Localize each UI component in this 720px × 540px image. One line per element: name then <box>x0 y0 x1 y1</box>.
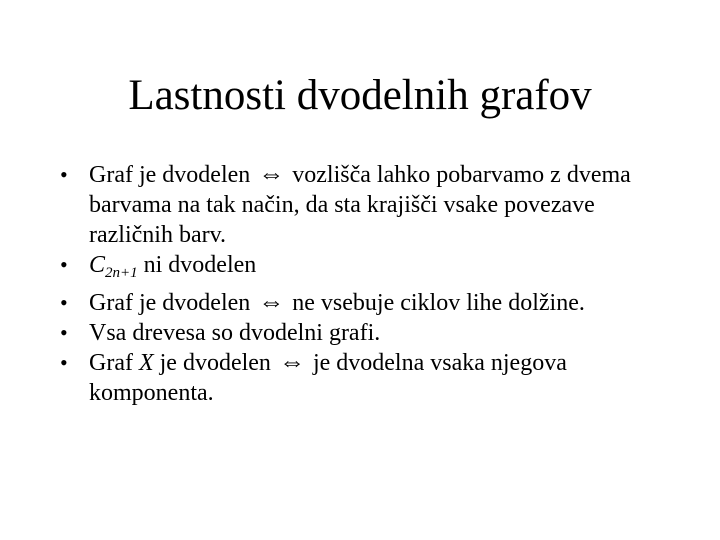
bullet-item-1 <box>60 160 680 250</box>
iff-icon: ⇔ <box>258 287 285 316</box>
bullet-item-5 <box>60 348 680 408</box>
slide-title: Lastnosti dvodelnih grafov <box>128 72 592 119</box>
bullet-item-4 <box>60 318 680 348</box>
bullet-5-rest: je dvodelna vsaka njegova komponenta. <box>89 350 567 406</box>
bullet-1-lead: Graf je dvodelen <box>89 162 251 188</box>
bullet-item-3 <box>60 288 680 318</box>
bullet-dot-icon <box>60 348 78 378</box>
cycle-symbol: C <box>89 252 106 278</box>
cycle-subscript: 2n+1 <box>105 265 138 281</box>
bullet-item-2 <box>60 250 680 288</box>
bullet-5-post: je dvodelen <box>159 350 271 376</box>
bullet-2-rest: ni dvodelen <box>143 252 257 278</box>
bullet-4-text: Vsa drevesa so dvodelni grafi. <box>89 320 381 346</box>
bullet-dot-icon <box>60 318 78 348</box>
bullet-dot-icon <box>60 160 78 190</box>
graph-variable: X <box>138 350 154 376</box>
bullet-3-rest: ne vsebuje ciklov lihe dolžine. <box>292 290 585 316</box>
iff-icon: ⇔ <box>278 347 305 376</box>
iff-icon: ⇔ <box>258 159 285 188</box>
bullet-1-rest: vozlišča lahko pobarvamo z dvema barvama na tak način, da sta krajišči vsake povezave različnih barv. <box>89 162 631 248</box>
bullet-dot-icon <box>60 288 78 318</box>
bullet-dot-icon <box>60 250 78 280</box>
bullet-3-lead: Graf je dvodelen <box>89 290 251 316</box>
bullet-list <box>60 160 680 408</box>
bullet-5-pre: Graf <box>89 350 133 376</box>
